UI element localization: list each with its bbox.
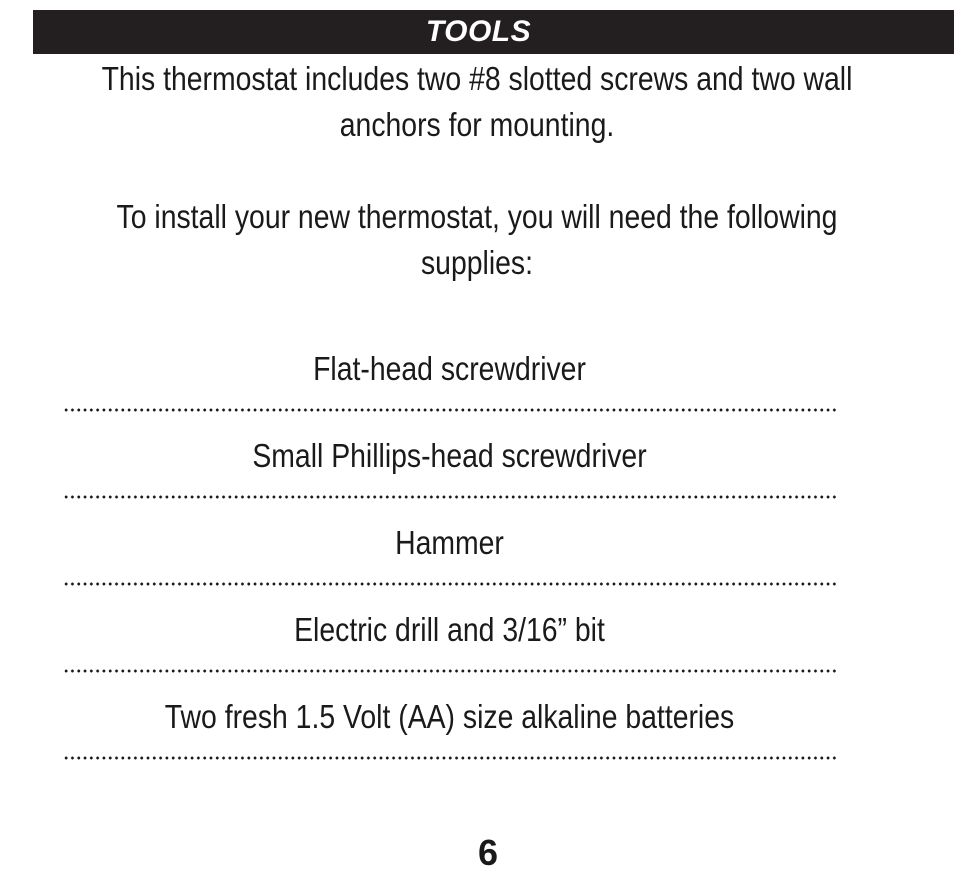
- list-item: [63, 433, 836, 520]
- list-item: [63, 346, 836, 433]
- list-item: [63, 607, 836, 694]
- dotted-divider: [63, 495, 836, 499]
- section-title: TOOLS: [425, 15, 532, 48]
- supply-label-flat-head-screwdriver: Flat-head screwdriver: [313, 350, 586, 387]
- supply-label-phillips-screwdriver: Small Phillips-head screwdriver: [252, 437, 647, 474]
- supply-label-batteries: Two fresh 1.5 Volt (AA) size alkaline batteries: [164, 698, 735, 735]
- supply-label-electric-drill: Electric drill and 3/16” bit: [294, 611, 605, 648]
- section-header-bar: [33, 10, 954, 54]
- list-item: [63, 694, 836, 781]
- page-number: 6: [477, 832, 499, 873]
- dotted-divider: [63, 669, 836, 673]
- dotted-divider: [63, 408, 836, 412]
- list-item: [63, 520, 836, 607]
- supply-label-hammer: Hammer: [395, 524, 504, 561]
- supplies-list: [63, 346, 836, 781]
- intro-paragraph-included-hardware: This thermostat includes two #8 slotted screws and two wall anchors for mounting.: [101, 60, 853, 143]
- dotted-divider: [63, 582, 836, 586]
- dotted-divider: [63, 756, 836, 760]
- intro-paragraph-supplies-needed: To install your new thermostat, you will need the following supplies:: [116, 198, 838, 281]
